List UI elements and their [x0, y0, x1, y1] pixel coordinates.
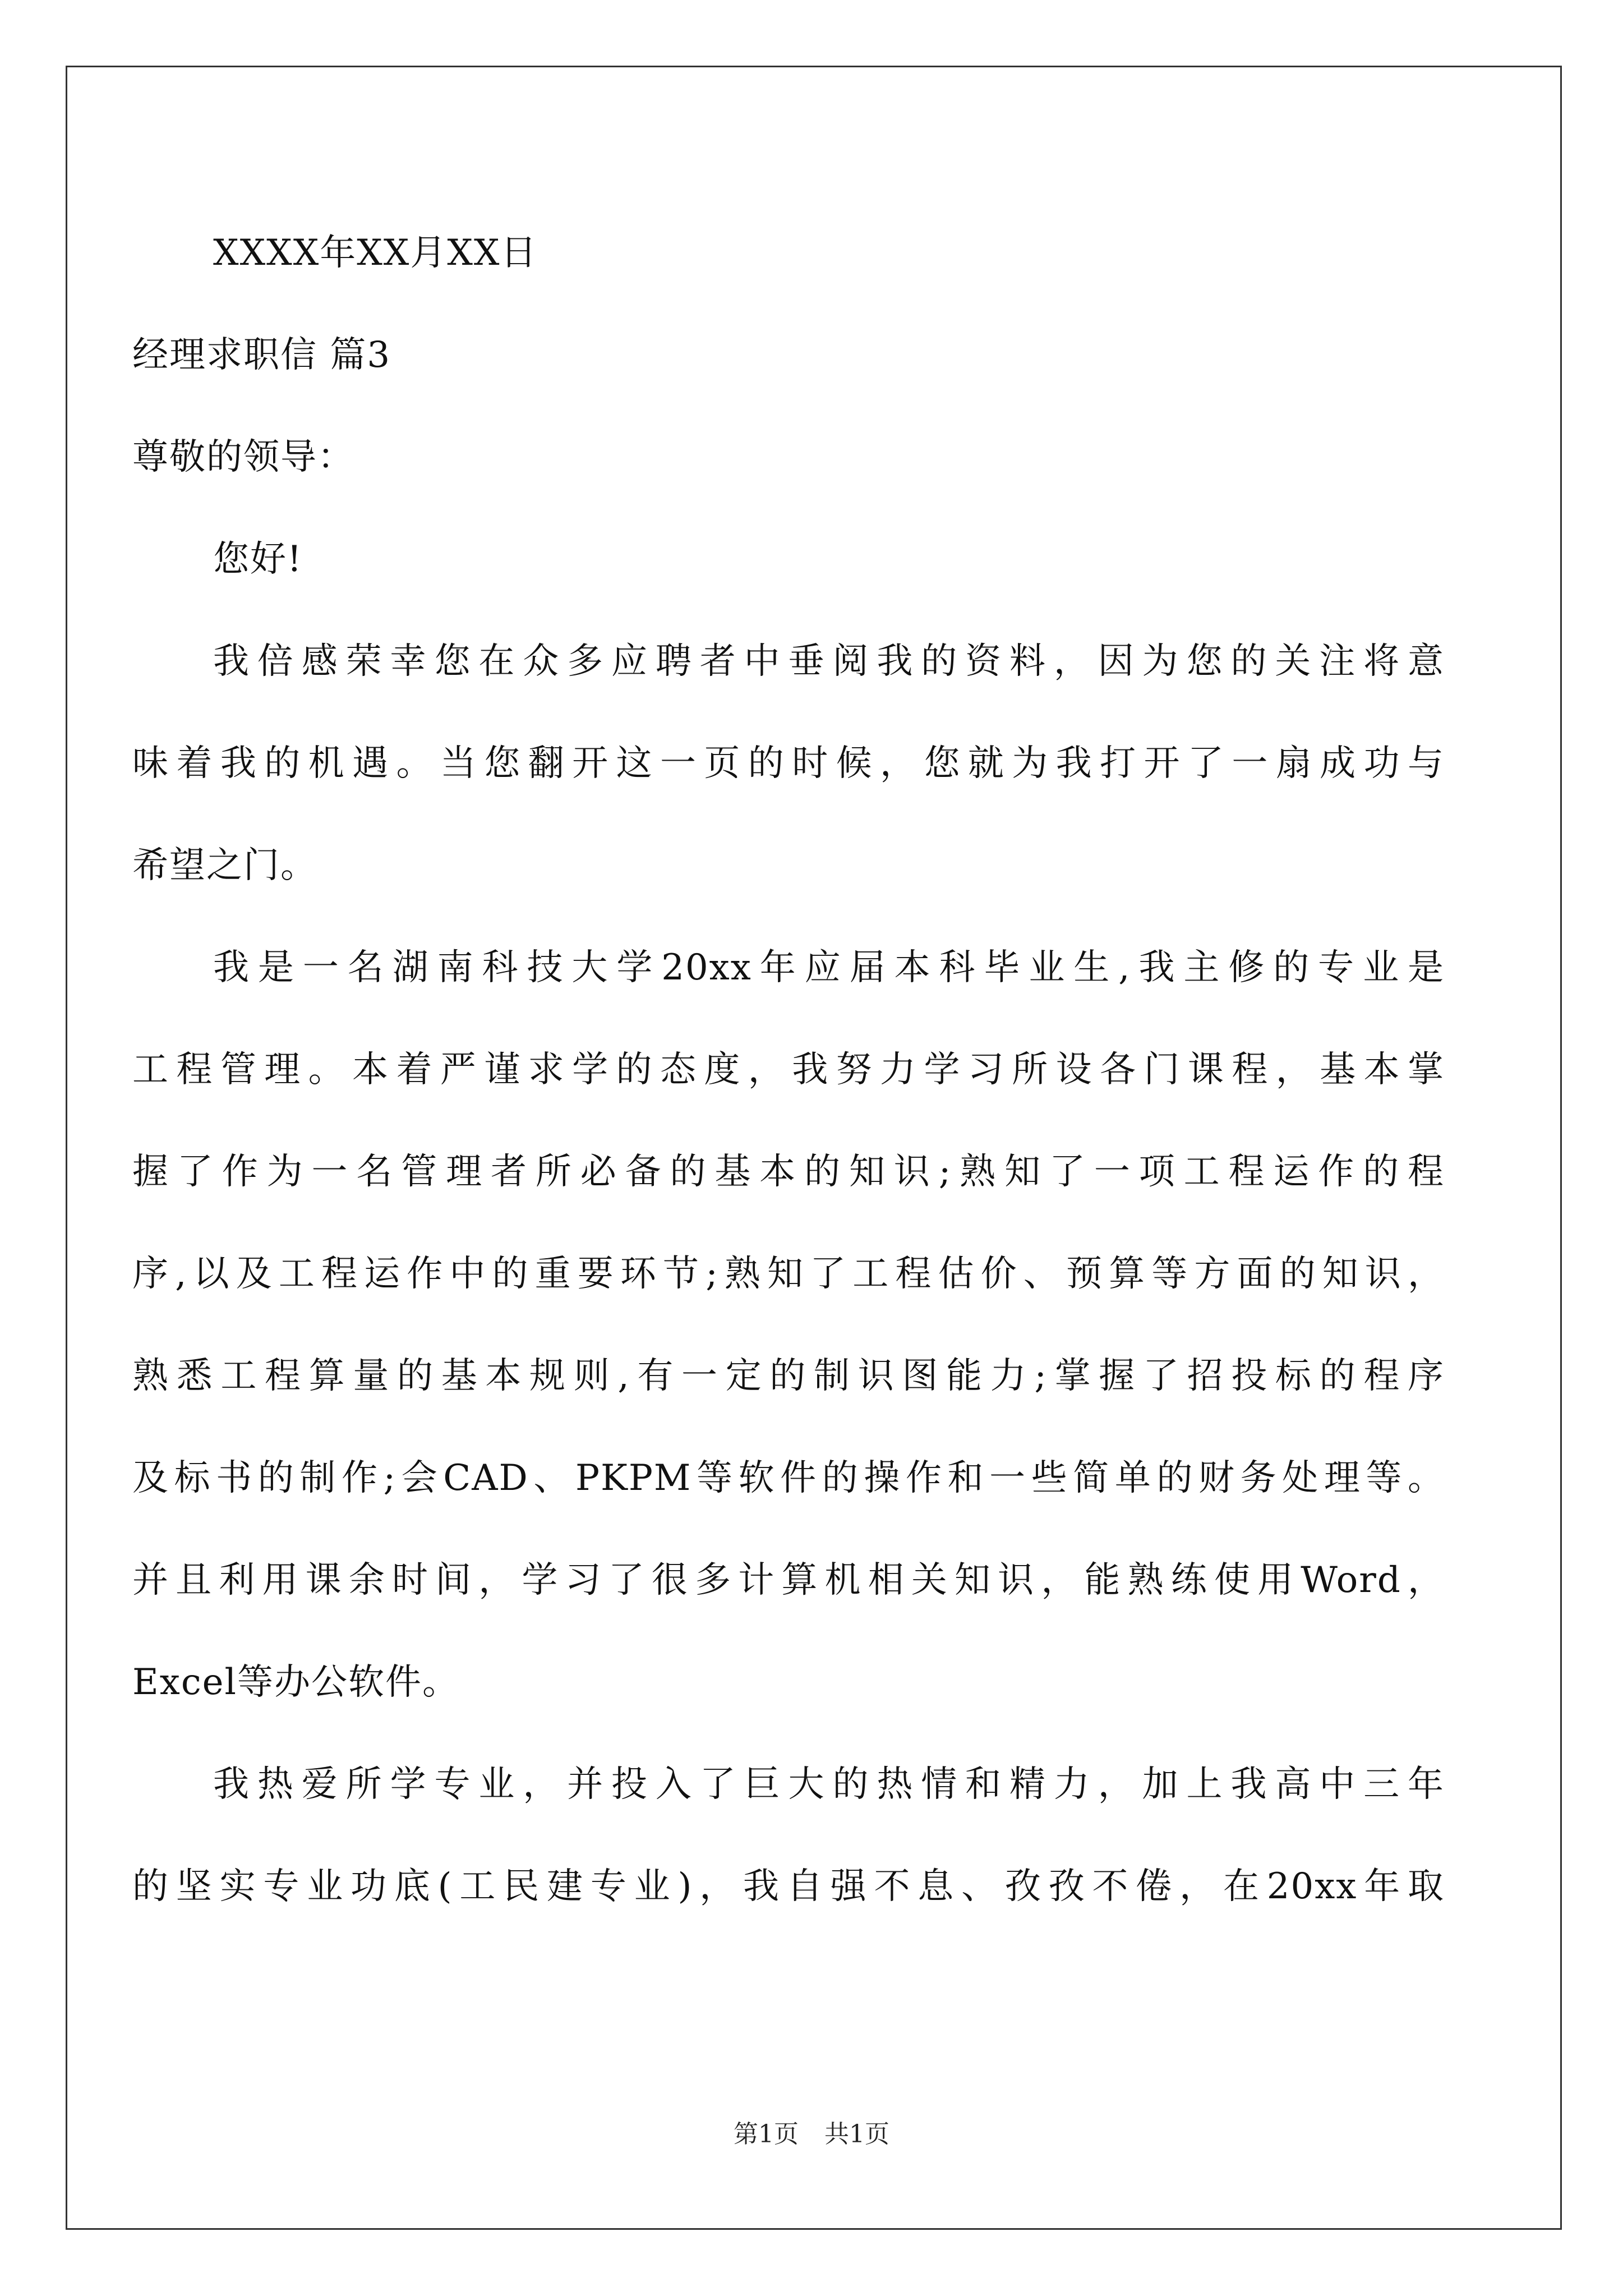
- letter-title: 经理求职信 篇3: [132, 334, 391, 376]
- greeting: 您好!: [213, 539, 303, 580]
- paragraph-3-line-1: 我热爱所学专业，并投入了巨大的热情和精力，加上我高中三年: [213, 1764, 1445, 1805]
- date-line: XXXX年XX月XX日: [213, 232, 538, 274]
- paragraph-1-line-2: 味着我的机遇。当您翻开这一页的时候，您就为我打开了一扇成功与: [132, 743, 1445, 784]
- page-number: 第1页: [734, 2120, 799, 2148]
- page-total: 共1页: [824, 2120, 889, 2148]
- page-footer: [0, 2118, 1623, 2151]
- paragraph-2-line-7: 并且利用课余时间，学习了很多计算机相关知识，能熟练使用Word，: [132, 1559, 1445, 1601]
- paragraph-1-line-1: 我倍感荣幸您在众多应聘者中垂阅我的资料，因为您的关注将意: [213, 641, 1445, 682]
- paragraph-2-line-2: 工程管理。本着严谨求学的态度，我努力学习所设各门课程，基本掌: [132, 1049, 1445, 1091]
- letter-body: [132, 202, 1445, 1938]
- paragraph-2-line-8: Excel等办公软件。: [132, 1662, 459, 1703]
- paragraph-2-line-3: 握了作为一名管理者所必备的基本的知识;熟知了一项工程运作的程: [132, 1151, 1445, 1193]
- paragraph-2-line-4: 序,以及工程运作中的重要环节;熟知了工程估价、预算等方面的知识，: [132, 1253, 1445, 1295]
- salutation: 尊敬的领导：: [132, 436, 354, 478]
- paragraph-3-line-2: 的坚实专业功底(工民建专业)，我自强不息、孜孜不倦，在20xx年取: [132, 1866, 1445, 1907]
- paragraph-1-line-3: 希望之门。: [132, 845, 317, 886]
- paragraph-2-line-6: 及标书的制作;会CAD、PKPM等软件的操作和一些简单的财务处理等。: [132, 1457, 1445, 1499]
- paragraph-2-line-1: 我是一名湖南科技大学20xx年应届本科毕业生,我主修的专业是: [213, 947, 1445, 988]
- paragraph-2-line-5: 熟悉工程算量的基本规则,有一定的制识图能力;掌握了招投标的程序: [132, 1355, 1445, 1397]
